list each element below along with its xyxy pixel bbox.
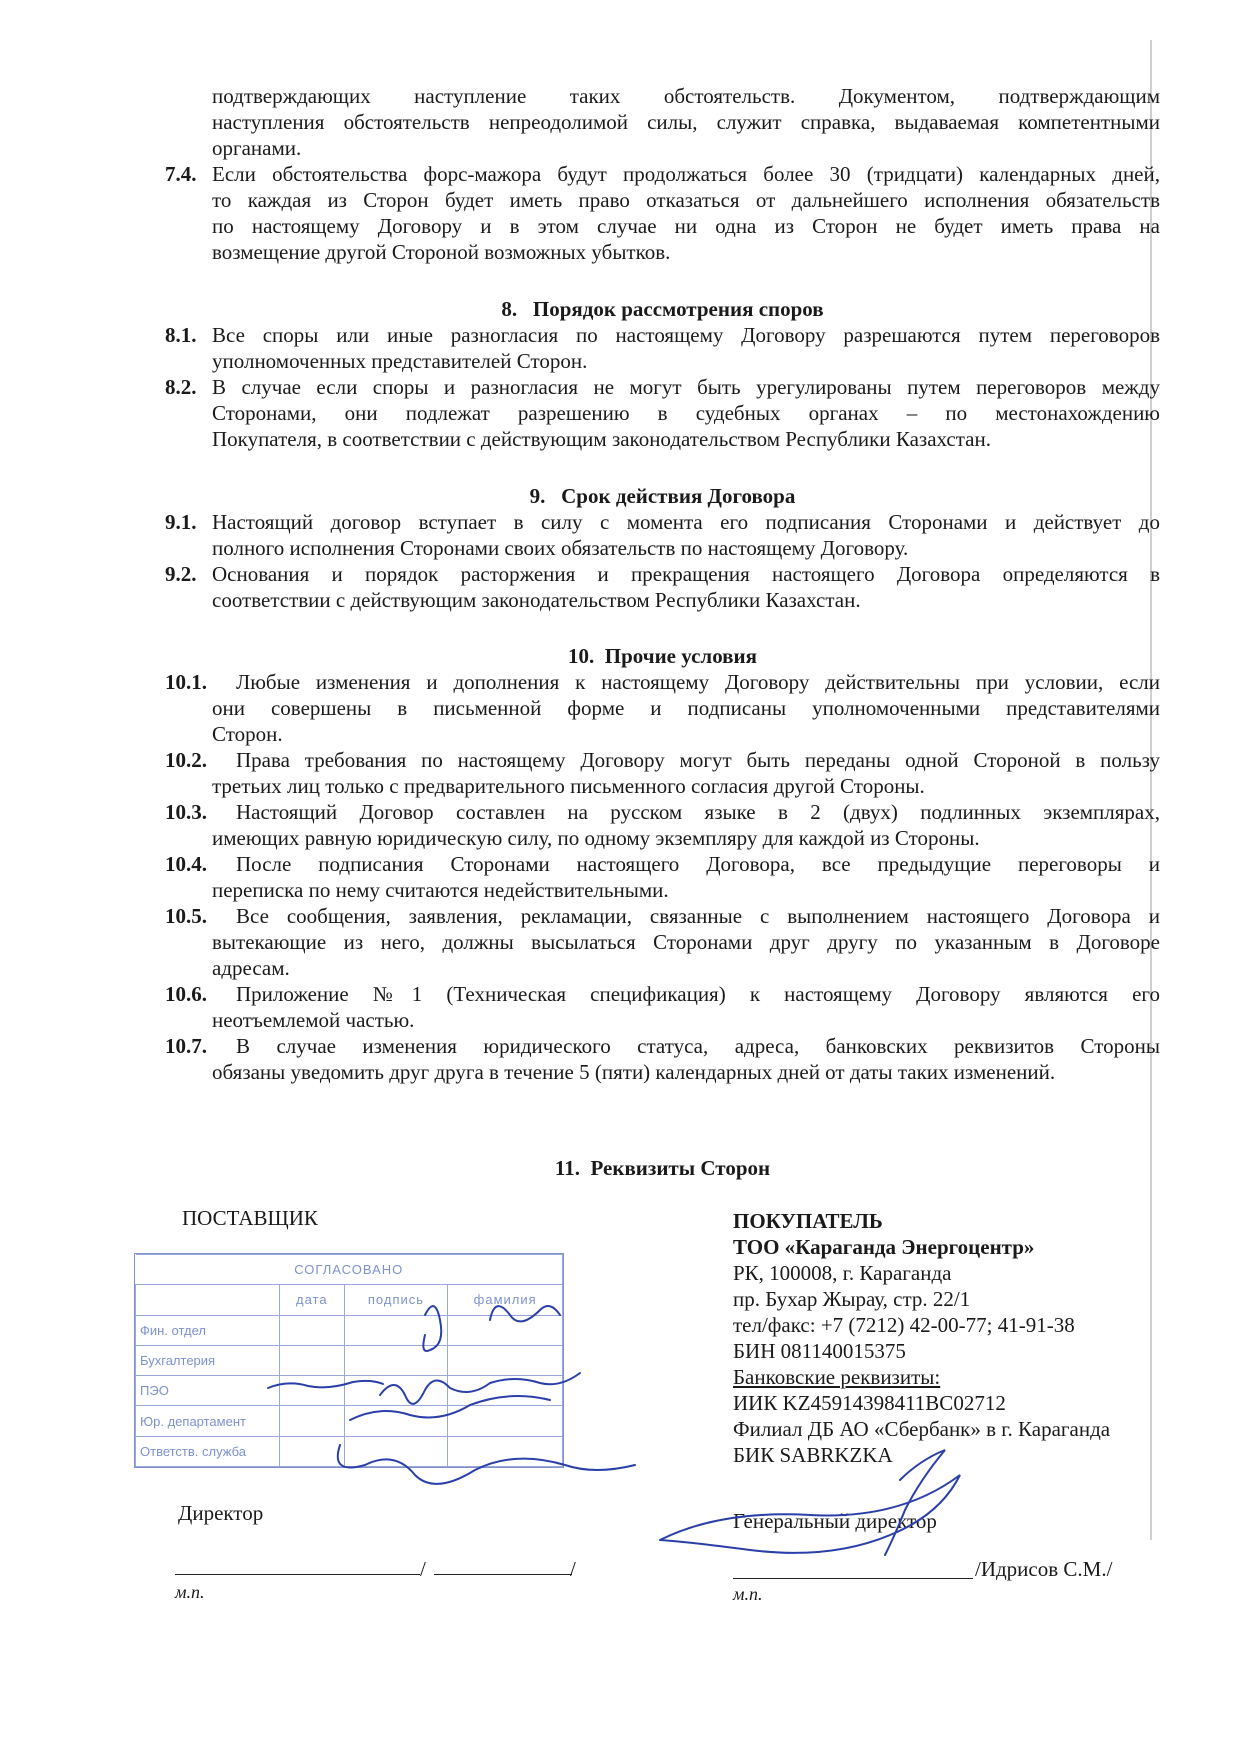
buyer-address-line: пр. Бухар Жырау, стр. 22/1 <box>733 1287 971 1311</box>
stamp-row-label: ПЭО <box>136 1376 280 1406</box>
buyer-label: ПОКУПАТЕЛЬ <box>733 1209 883 1233</box>
buyer-requisites <box>733 1208 1110 1468</box>
text-line: они совершены в письменной форме и подписаны уполномоченными представителями <box>212 696 1160 720</box>
supplier-label: ПОСТАВЩИК <box>182 1206 318 1230</box>
text-line: Все сообщения, заявления, рекламации, связанные с выполнением настоящего Договора и <box>236 904 1160 928</box>
text-line: Основания и порядок расторжения и прекращения настоящего Договора определяются в <box>212 562 1160 586</box>
text-line: Покупателя, в соответствии с действующим законодательством Республики Казахстан. <box>212 427 991 451</box>
text-line: После подписания Сторонами настоящего Договора, все предыдущие переговоры и <box>236 852 1160 876</box>
clause-number: 10.1. <box>165 670 207 694</box>
stamp-row-label: Бухгалтерия <box>136 1345 280 1375</box>
stamp-row-label: Фин. отдел <box>136 1315 280 1345</box>
text-line: адресам. <box>212 956 290 980</box>
text-line: Настоящий договор вступает в силу с момента его подписания Сторонами и действует до <box>212 510 1160 534</box>
section-11-heading: 11. Реквизиты Сторон <box>554 1156 771 1180</box>
text-line: вытекающие из него, должны высылаться Сторонами друг другу по указанным в Договоре <box>212 930 1160 954</box>
slash: / <box>420 1557 426 1581</box>
supplier-name-line <box>434 1574 572 1575</box>
section-heading: 10. Прочие условия <box>568 644 757 668</box>
clause-10-3 <box>165 799 1160 851</box>
clause-10-4 <box>165 851 1160 903</box>
slash: / <box>570 1557 576 1581</box>
clause-number: 8.2. <box>165 375 197 399</box>
text-line: полного исполнения Сторонами своих обязательств по настоящему Договору. <box>212 536 909 560</box>
buyer-phone: тел/факс: +7 (7212) 42-00-77; 41-91-38 <box>733 1313 1075 1337</box>
text-line: неотъемлемой частью. <box>212 1008 415 1032</box>
section-heading: 8. Порядок рассмотрения споров <box>501 297 824 321</box>
buyer-company: ТОО «Караганда Энергоцентр» <box>733 1235 1035 1259</box>
text-line: обязаны уведомить друг друга в течение 5 (пяти) календарных дней от даты таких изменений. <box>212 1060 1056 1084</box>
clause-7-block <box>165 83 1160 265</box>
clause-number: 10.2. <box>165 748 207 772</box>
section-8 <box>165 296 1160 452</box>
clause-number: 9.2. <box>165 562 197 586</box>
clause-9-2 <box>165 561 1160 613</box>
clause-8-2 <box>165 374 1160 452</box>
stamp-col-date: дата <box>280 1285 345 1315</box>
supplier-position: Директор <box>178 1501 264 1525</box>
clause-10-7 <box>165 1033 1160 1085</box>
clause-8-1 <box>165 322 1160 374</box>
clause-number: 8.1. <box>165 323 197 347</box>
text-line: Все споры или иные разногласия по настоящему Договору разрешаются путем переговоров <box>212 323 1160 347</box>
clause-number: 7.4. <box>165 162 197 186</box>
buyer-iik: ИИК KZ45914398411BC02712 <box>733 1391 1006 1415</box>
stamp-row-label: Юр. департамент <box>136 1406 280 1436</box>
section-9 <box>165 483 1160 613</box>
text-line: Если обстоятельства форс-мажора будут продолжаться более 30 (тридцати) календарных дней, <box>212 162 1160 186</box>
section-heading: 9. Срок действия Договора <box>529 484 796 508</box>
text-line: переписка по нему считаются недействительными. <box>212 878 669 902</box>
stamp-title: СОГЛАСОВАНО <box>136 1255 563 1285</box>
text-line: третьих лиц только с предварительного письменного согласия другой Стороны. <box>212 774 925 798</box>
clause-7-3-tail <box>165 83 1160 161</box>
stamp-row-label: Ответств. служба <box>136 1436 280 1466</box>
supplier-seal-place: м.п. <box>175 1582 205 1602</box>
clause-number: 10.3. <box>165 800 207 824</box>
buyer-signer: /Идрисов С.М./ <box>975 1557 1113 1581</box>
text-line: имеющих равную юридическую силу, по одному экземпляру для каждой из Стороны. <box>212 826 980 850</box>
buyer-signature-line <box>733 1578 973 1579</box>
buyer-bank-branch: Филиал ДБ АО «Сбербанк» в г. Караганда <box>733 1417 1111 1441</box>
clause-10-5 <box>165 903 1160 981</box>
text-line: В случае если споры и разногласия не могут быть урегулированы путем переговоров между <box>212 375 1160 399</box>
approval-stamp <box>134 1253 564 1468</box>
clause-number: 10.6. <box>165 982 207 1006</box>
text-line: соответствии с действующим законодательством Республики Казахстан. <box>212 588 861 612</box>
text-line: по настоящему Договору и в этом случае ни одна из Сторон не будет иметь права на <box>212 214 1160 238</box>
section-10 <box>165 643 1160 1085</box>
buyer-bin: БИН 081140015375 <box>733 1339 906 1363</box>
clause-10-2 <box>165 747 1160 799</box>
text-line: Любые изменения и дополнения к настоящему Договору действительны при условии, если <box>236 670 1160 694</box>
buyer-seal-place: м.п. <box>733 1584 763 1604</box>
text-line: Права требования по настоящему Договору могут быть переданы одной Стороной в пользу <box>236 748 1160 772</box>
text-line: то каждая из Сторон будет иметь право отказаться от дальнейшего исполнения обязательств <box>212 188 1160 212</box>
text-line: подтверждающих наступление таких обстоятельств. Документом, подтверждающим <box>212 84 1160 108</box>
clause-10-6 <box>165 981 1160 1033</box>
clause-number: 10.7. <box>165 1034 207 1058</box>
text-line: наступления обстоятельств непреодолимой силы, служит справка, выдаваемая компетентными <box>212 110 1160 134</box>
stamp-col-signature: подпись <box>344 1285 448 1315</box>
text-line: органами. <box>212 136 302 160</box>
text-line: В случае изменения юридического статуса, адреса, банковских реквизитов Стороны <box>236 1034 1160 1058</box>
clause-7-4 <box>165 161 1160 265</box>
stamp-col-surname: фамилия <box>448 1285 563 1315</box>
text-line: возмещение другой Стороной возможных убытков. <box>212 240 671 264</box>
buyer-bik: БИК SABRKZKA <box>733 1443 893 1467</box>
text-line: Сторон. <box>212 722 283 746</box>
buyer-address-line: РК, 100008, г. Караганда <box>733 1261 952 1285</box>
clause-number: 9.1. <box>165 510 197 534</box>
text-line: Приложение №1 (Техническая спецификация) к настоящему Договору являются его <box>236 982 1160 1006</box>
buyer-position: Генеральный директор <box>733 1509 937 1533</box>
clause-9-1 <box>165 509 1160 561</box>
clause-10-1 <box>165 669 1160 747</box>
clause-number: 10.5. <box>165 904 207 928</box>
text-line: Сторонами, они подлежат разрешению в судебных органах – по местонахождению <box>212 401 1160 425</box>
clause-number: 10.4. <box>165 852 207 876</box>
text-line: Настоящий Договор составлен на русском языке в 2 (двух) подлинных экземплярах, <box>236 800 1160 824</box>
buyer-bank-header: Банковские реквизиты: <box>733 1365 941 1389</box>
text-line: уполномоченных представителей Сторон. <box>212 349 588 373</box>
supplier-signature-line <box>175 1574 420 1575</box>
